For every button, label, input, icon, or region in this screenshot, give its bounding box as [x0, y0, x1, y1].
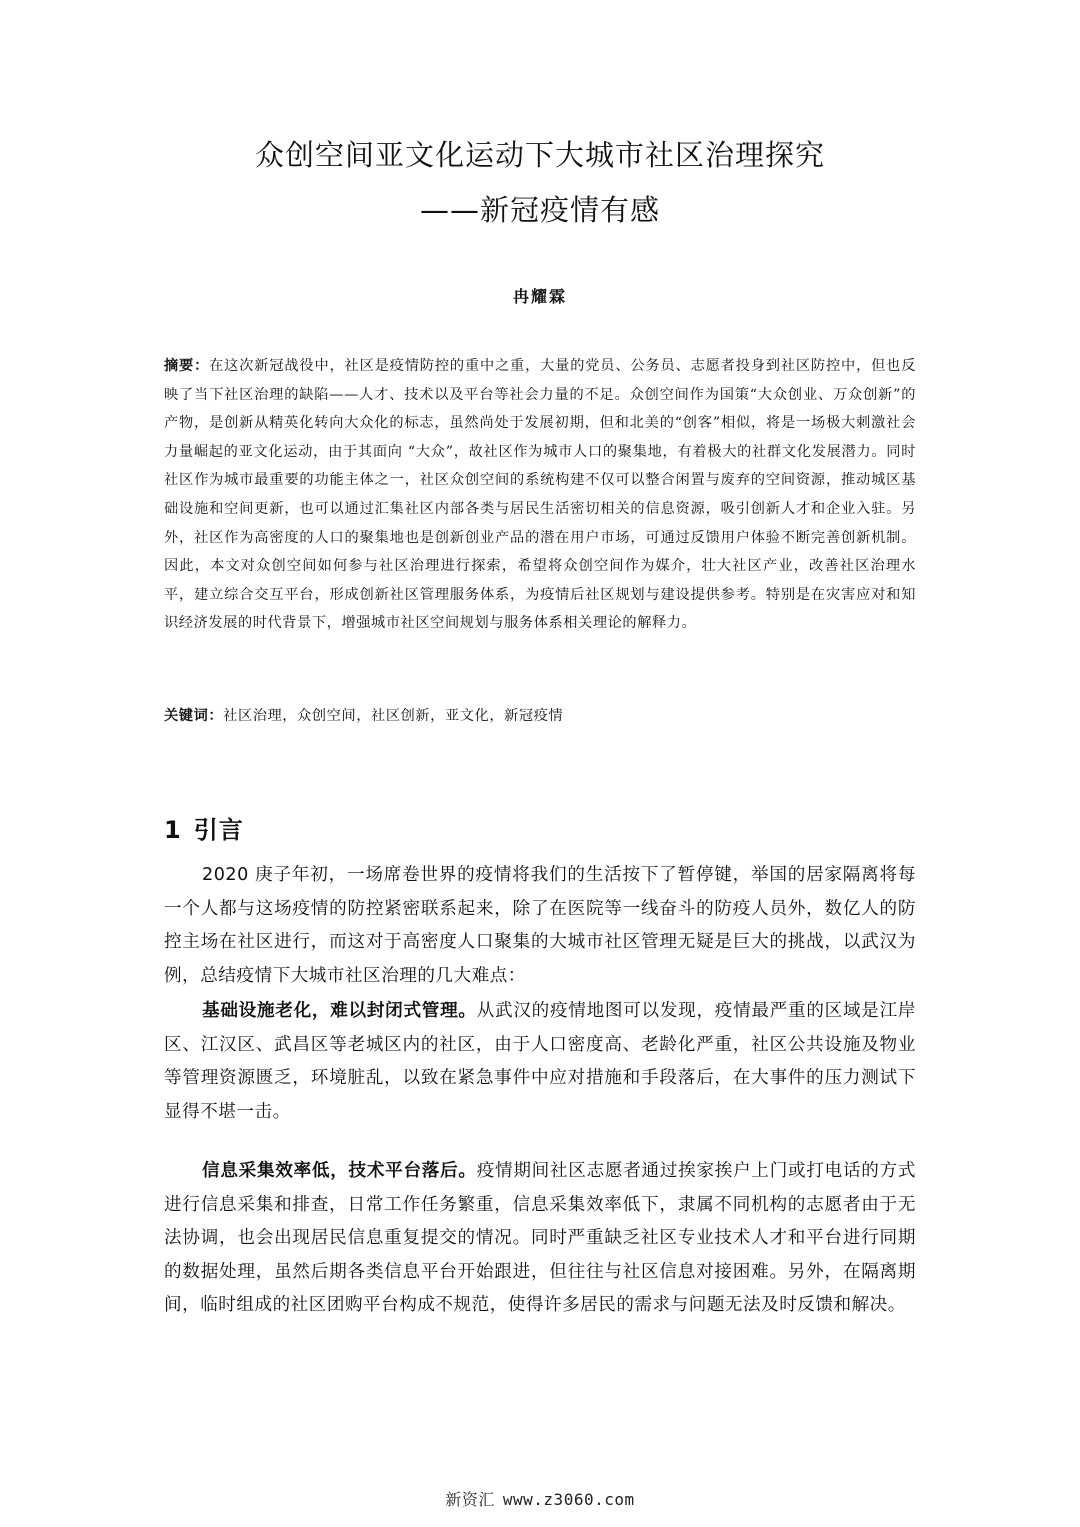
document-title: 众创空间亚文化运动下大城市社区治理探究 — [254, 138, 825, 172]
paragraph-text: 疫情期间社区志愿者通过挨家挨户上门或打电话的方式进行信息采集和排查，日常工作任务繁重，信息采集效率低下，隶属不同机构的志愿者由于无法协调，也会出现居民信息重复提交的情况。同时严重缺乏社区专业技术人才和平台进行同期的数据处理，虽然后期各类信息平台开始跟进，但往往与社区信息对接困难。另外，在隔离期间，临时组成的社区团购平台构成不规范，使得许多居民的需求与问题无法及时反馈和解决。 — [164, 1161, 916, 1316]
paragraph-text: 从武汉的疫情地图可以发现，疫情最严重的区域是江岸区、江汉区、武昌区等老城区内的社区，由于人口密度高、老龄化严重，社区公共设施及物业等管理资源匮乏，环境脏乱，以致在紧急事件中应对措施和手段落后，在大事件的压力测试下显得不堪一击。 — [164, 1001, 916, 1122]
document-subtitle: ——新冠疫情有感 — [419, 193, 660, 227]
keywords-text: 社区治理，众创空间，社区创新，亚文化，新冠疫情 — [223, 708, 564, 724]
paragraph-text: 2020 庚子年初，一场席卷世界的疫情将我们的生活按下了暂停键，举国的居家隔离将每一个人都与这场疫情的防控紧密联系起来，除了在医院等一线奋斗的防疫人员外，数亿人的防控主场在社区进行，而这对于高密度人口聚集的大城市社区管理无疑是巨大的挑战，以武汉为例，总结疫情下大城市社区治理的几大难点： — [164, 865, 916, 986]
page-footer — [0, 1487, 1080, 1510]
paragraph-lead: 信息采集效率低，技术平台落后。 — [202, 1161, 477, 1181]
paragraph-infrastructure — [164, 995, 916, 1129]
abstract-text: 在这次新冠战役中，社区是疫情防控的重中之重，大量的党员、公务员、志愿者投身到社区防控中，但也反映了当下社区治理的缺陷——人才、技术以及平台等社会力量的不足。众创空间作为国策“大众创业、万众创新”的产物，是创新从精英化转向大众化的标志，虽然尚处于发展初期，但和北美的“创客”相似，将是一场极大刺激社会力量崛起的亚文化运动，由于其面向 “大众”，故社区作为城市人口的聚集地，有着极大的社群文化发展潜力。同时社区作为城市最重要的功能主体之一，社区众创空间的系统构建不仅可以整合闲置与废弃的空间资源，推动城区基础设施和空间更新，也可以通过汇集社区内部各类与居民生活密切相关的信息资源，吸引创新人才和企业入驻。另外，社区作为高密度的人口的聚集地也是创新创业产品的潜在用户市场，可通过反馈用户体验不断完善创新机制。因此，本文对众创空间如何参与社区治理进行探索，希望将众创空间作为媒介，壮大社区产业，改善社区治理水平，建立综合交互平台，形成创新社区管理服务体系，为疫情后社区规划与建设提供参考。特别是在灾害应对和知识经济发展的时代背景下，增强城市社区空间规划与服务体系相关理论的解释力。 — [164, 358, 916, 632]
section-number: 1 — [164, 816, 182, 844]
keywords-label: 关键词： — [164, 708, 224, 724]
abstract — [164, 352, 916, 638]
abstract-label: 摘要： — [164, 358, 210, 374]
footer-url[interactable]: www.z3060.com — [502, 1490, 635, 1509]
footer-site-name: 新资汇 — [445, 1490, 495, 1509]
section-heading — [164, 810, 244, 845]
paragraph-information — [164, 1155, 916, 1323]
author-name: 冉耀霖 — [512, 287, 567, 306]
section-title: 引言 — [193, 816, 244, 844]
paragraph-intro — [164, 859, 916, 993]
paragraph-lead: 基础设施老化，难以封闭式管理。 — [202, 1001, 477, 1021]
keywords — [164, 702, 916, 730]
